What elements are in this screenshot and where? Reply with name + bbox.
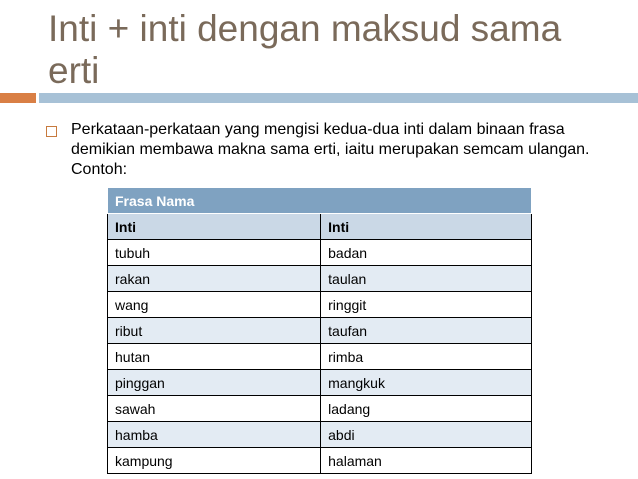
table-row xyxy=(108,396,532,422)
table-header-row xyxy=(108,214,532,240)
table-row xyxy=(108,422,532,448)
table-cell: kampung xyxy=(108,448,321,474)
table-cell: taulan xyxy=(321,266,532,292)
table-cell: wang xyxy=(108,292,321,318)
table-row xyxy=(108,370,532,396)
table-cell: ribut xyxy=(108,318,321,344)
table-cell: rimba xyxy=(321,344,532,370)
bullet-text: Perkataan-perkataan yang mengisi kedua-dua inti dalam binaan frasa demikian membawa makna sama erti, iaitu merupakan semcam ulangan. Contoh: xyxy=(71,121,590,178)
table-row xyxy=(108,344,532,370)
bullet-point xyxy=(46,120,606,180)
table-row xyxy=(108,448,532,474)
slide-title: Inti + inti dengan maksud sama erti xyxy=(48,8,562,91)
table-cell: hamba xyxy=(108,422,321,448)
table-row xyxy=(108,292,532,318)
table-cell: pinggan xyxy=(108,370,321,396)
square-bullet-icon xyxy=(46,126,57,137)
table-row xyxy=(108,240,532,266)
title-underline-accent xyxy=(0,93,36,103)
table-cell: sawah xyxy=(108,396,321,422)
table-cell: tubuh xyxy=(108,240,321,266)
table-cell: mangkuk xyxy=(321,370,532,396)
title-underline-bar xyxy=(39,93,638,103)
column-header: Inti xyxy=(108,214,321,240)
table-row xyxy=(108,318,532,344)
table-cell: ringgit xyxy=(321,292,532,318)
table-cell: rakan xyxy=(108,266,321,292)
table-cell: abdi xyxy=(321,422,532,448)
table-cell: taufan xyxy=(321,318,532,344)
table-cell: hutan xyxy=(108,344,321,370)
table-caption: Frasa Nama xyxy=(108,188,532,214)
table-cell: badan xyxy=(321,240,532,266)
column-header: Inti xyxy=(321,214,532,240)
table-row xyxy=(108,266,532,292)
table-cell: ladang xyxy=(321,396,532,422)
frasa-nama-table xyxy=(107,187,532,474)
table-cell: halaman xyxy=(321,448,532,474)
